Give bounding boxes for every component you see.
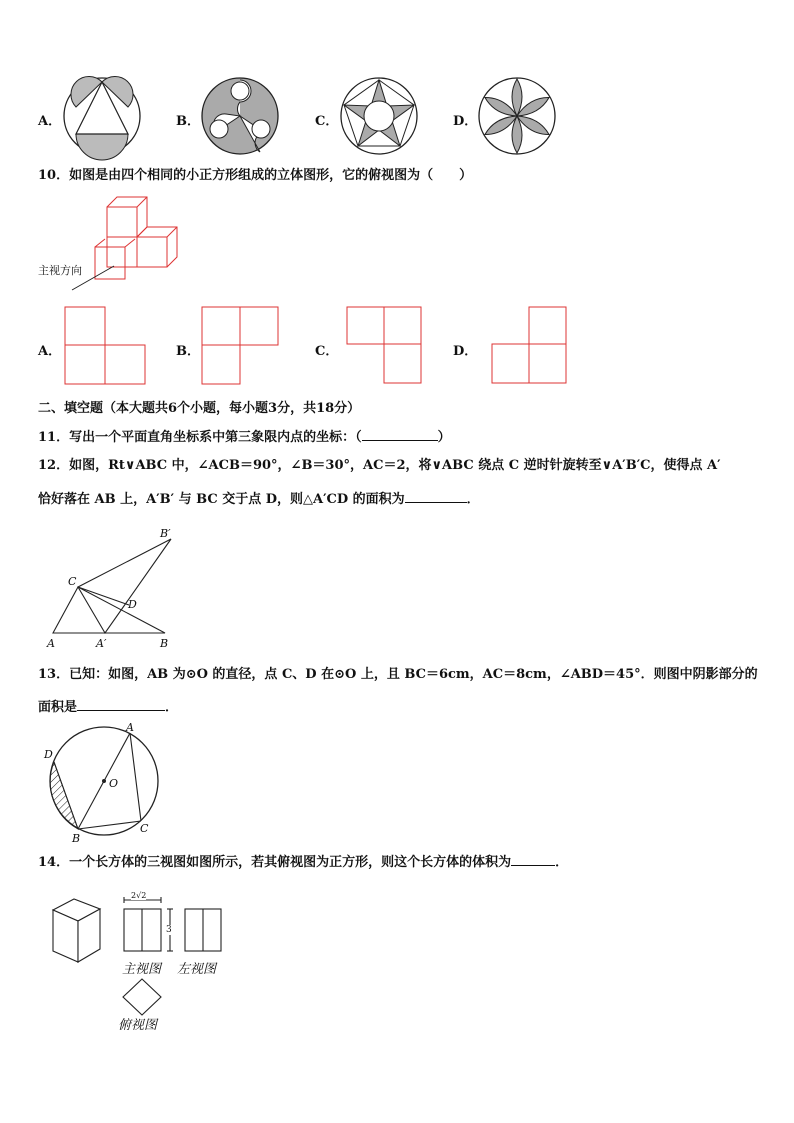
q9-option-a-label[interactable]: A． [38, 114, 62, 129]
q13-label-b: B [72, 832, 81, 845]
q11-close: ） [437, 430, 451, 445]
q12-label-b: B [160, 637, 169, 650]
q12-label-b-prime: B′ [160, 527, 171, 540]
q12-triangle-figure [45, 527, 185, 652]
q13-line1: 13．已知：如图，AB 为⊙O 的直径，点 C、D 在⊙O 上，且 BC＝6cm，AC＝8cm，∠ABD＝45°．则图中阴影部分的 [38, 667, 758, 682]
q13-label-a: A [126, 721, 134, 734]
q14-line [38, 853, 568, 871]
q14-front-view-label: 主视图 [122, 962, 162, 977]
q14-answer-blank[interactable] [511, 853, 555, 866]
q9-option-d-figure [477, 76, 557, 156]
q12-label-a: A [47, 637, 55, 650]
q10-option-b-label[interactable]: B． [176, 344, 200, 359]
q14-end: ． [555, 855, 569, 870]
q14-left-view-label: 左视图 [177, 962, 217, 977]
q13-label-c: C [140, 822, 149, 835]
q13-label-o: O [109, 777, 119, 790]
section-heading: 二、填空题（本大题共6个小题，每小题3分，共18分） [38, 401, 361, 416]
q9-option-a-figure [62, 76, 142, 156]
q9-option-c-figure [339, 76, 419, 156]
q14-top-view [121, 978, 163, 1016]
q12-label-c: C [68, 575, 77, 588]
q14-top-view-label: 俯视图 [118, 1018, 158, 1033]
q13-answer-blank[interactable] [77, 698, 165, 711]
q9-option-b-figure [200, 76, 280, 156]
q13-line2-wrap [38, 698, 178, 716]
q9-option-b-label[interactable]: B． [176, 114, 200, 129]
q13-label-d: D [44, 748, 53, 761]
q10-option-a-label[interactable]: A． [38, 344, 62, 359]
q10-option-a-figure [64, 306, 148, 386]
q9-option-d-label[interactable]: D． [453, 114, 478, 129]
q14-text: 14．一个长方体的三视图如图所示，若其俯视图为正方形，则这个长方体的体积为 [38, 855, 512, 870]
q10-option-d-label[interactable]: D． [453, 344, 478, 359]
q10-text: 10．如图是由四个相同的小正方形组成的立体图形，它的俯视图为（ ） [38, 168, 473, 183]
q11-line [38, 428, 451, 446]
q11-answer-blank[interactable] [362, 428, 438, 441]
q13-end: ． [165, 700, 179, 715]
q11-text: 11．写出一个平面直角坐标系中第三象限内点的坐标：（ [38, 430, 362, 445]
q10-option-b-figure [201, 306, 281, 386]
q10-option-c-figure [346, 306, 426, 386]
q10-direction-label: 主视方向 [38, 264, 82, 277]
q14-dim-top: 2√2 [131, 891, 147, 900]
q12-label-d: D [128, 598, 137, 611]
q10-option-d-figure [491, 306, 571, 386]
q12-line1: 12．如图，Rt∨ABC 中，∠ACB＝90°，∠B＝30°，AC＝2，将∨ABC 绕点 C 逆时针旋转至∨A′B′C，使得点 A′ [38, 458, 721, 473]
q13-line2: 面积是 [38, 700, 78, 715]
q12-label-a-prime: A′ [96, 637, 107, 650]
q12-line2: 恰好落在 AB 上，A′B′ 与 BC 交于点 D，则△A′CD 的面积为 [38, 492, 405, 507]
q9-option-c-label[interactable]: C． [315, 114, 339, 129]
q14-dim-side: 3 [166, 925, 172, 935]
q12-line2-wrap [38, 490, 480, 508]
q12-answer-blank[interactable] [405, 490, 467, 503]
q10-option-c-label[interactable]: C． [315, 344, 339, 359]
q14-cuboid-figure [50, 896, 104, 966]
q14-left-view [183, 909, 225, 953]
q12-end: ． [466, 492, 480, 507]
